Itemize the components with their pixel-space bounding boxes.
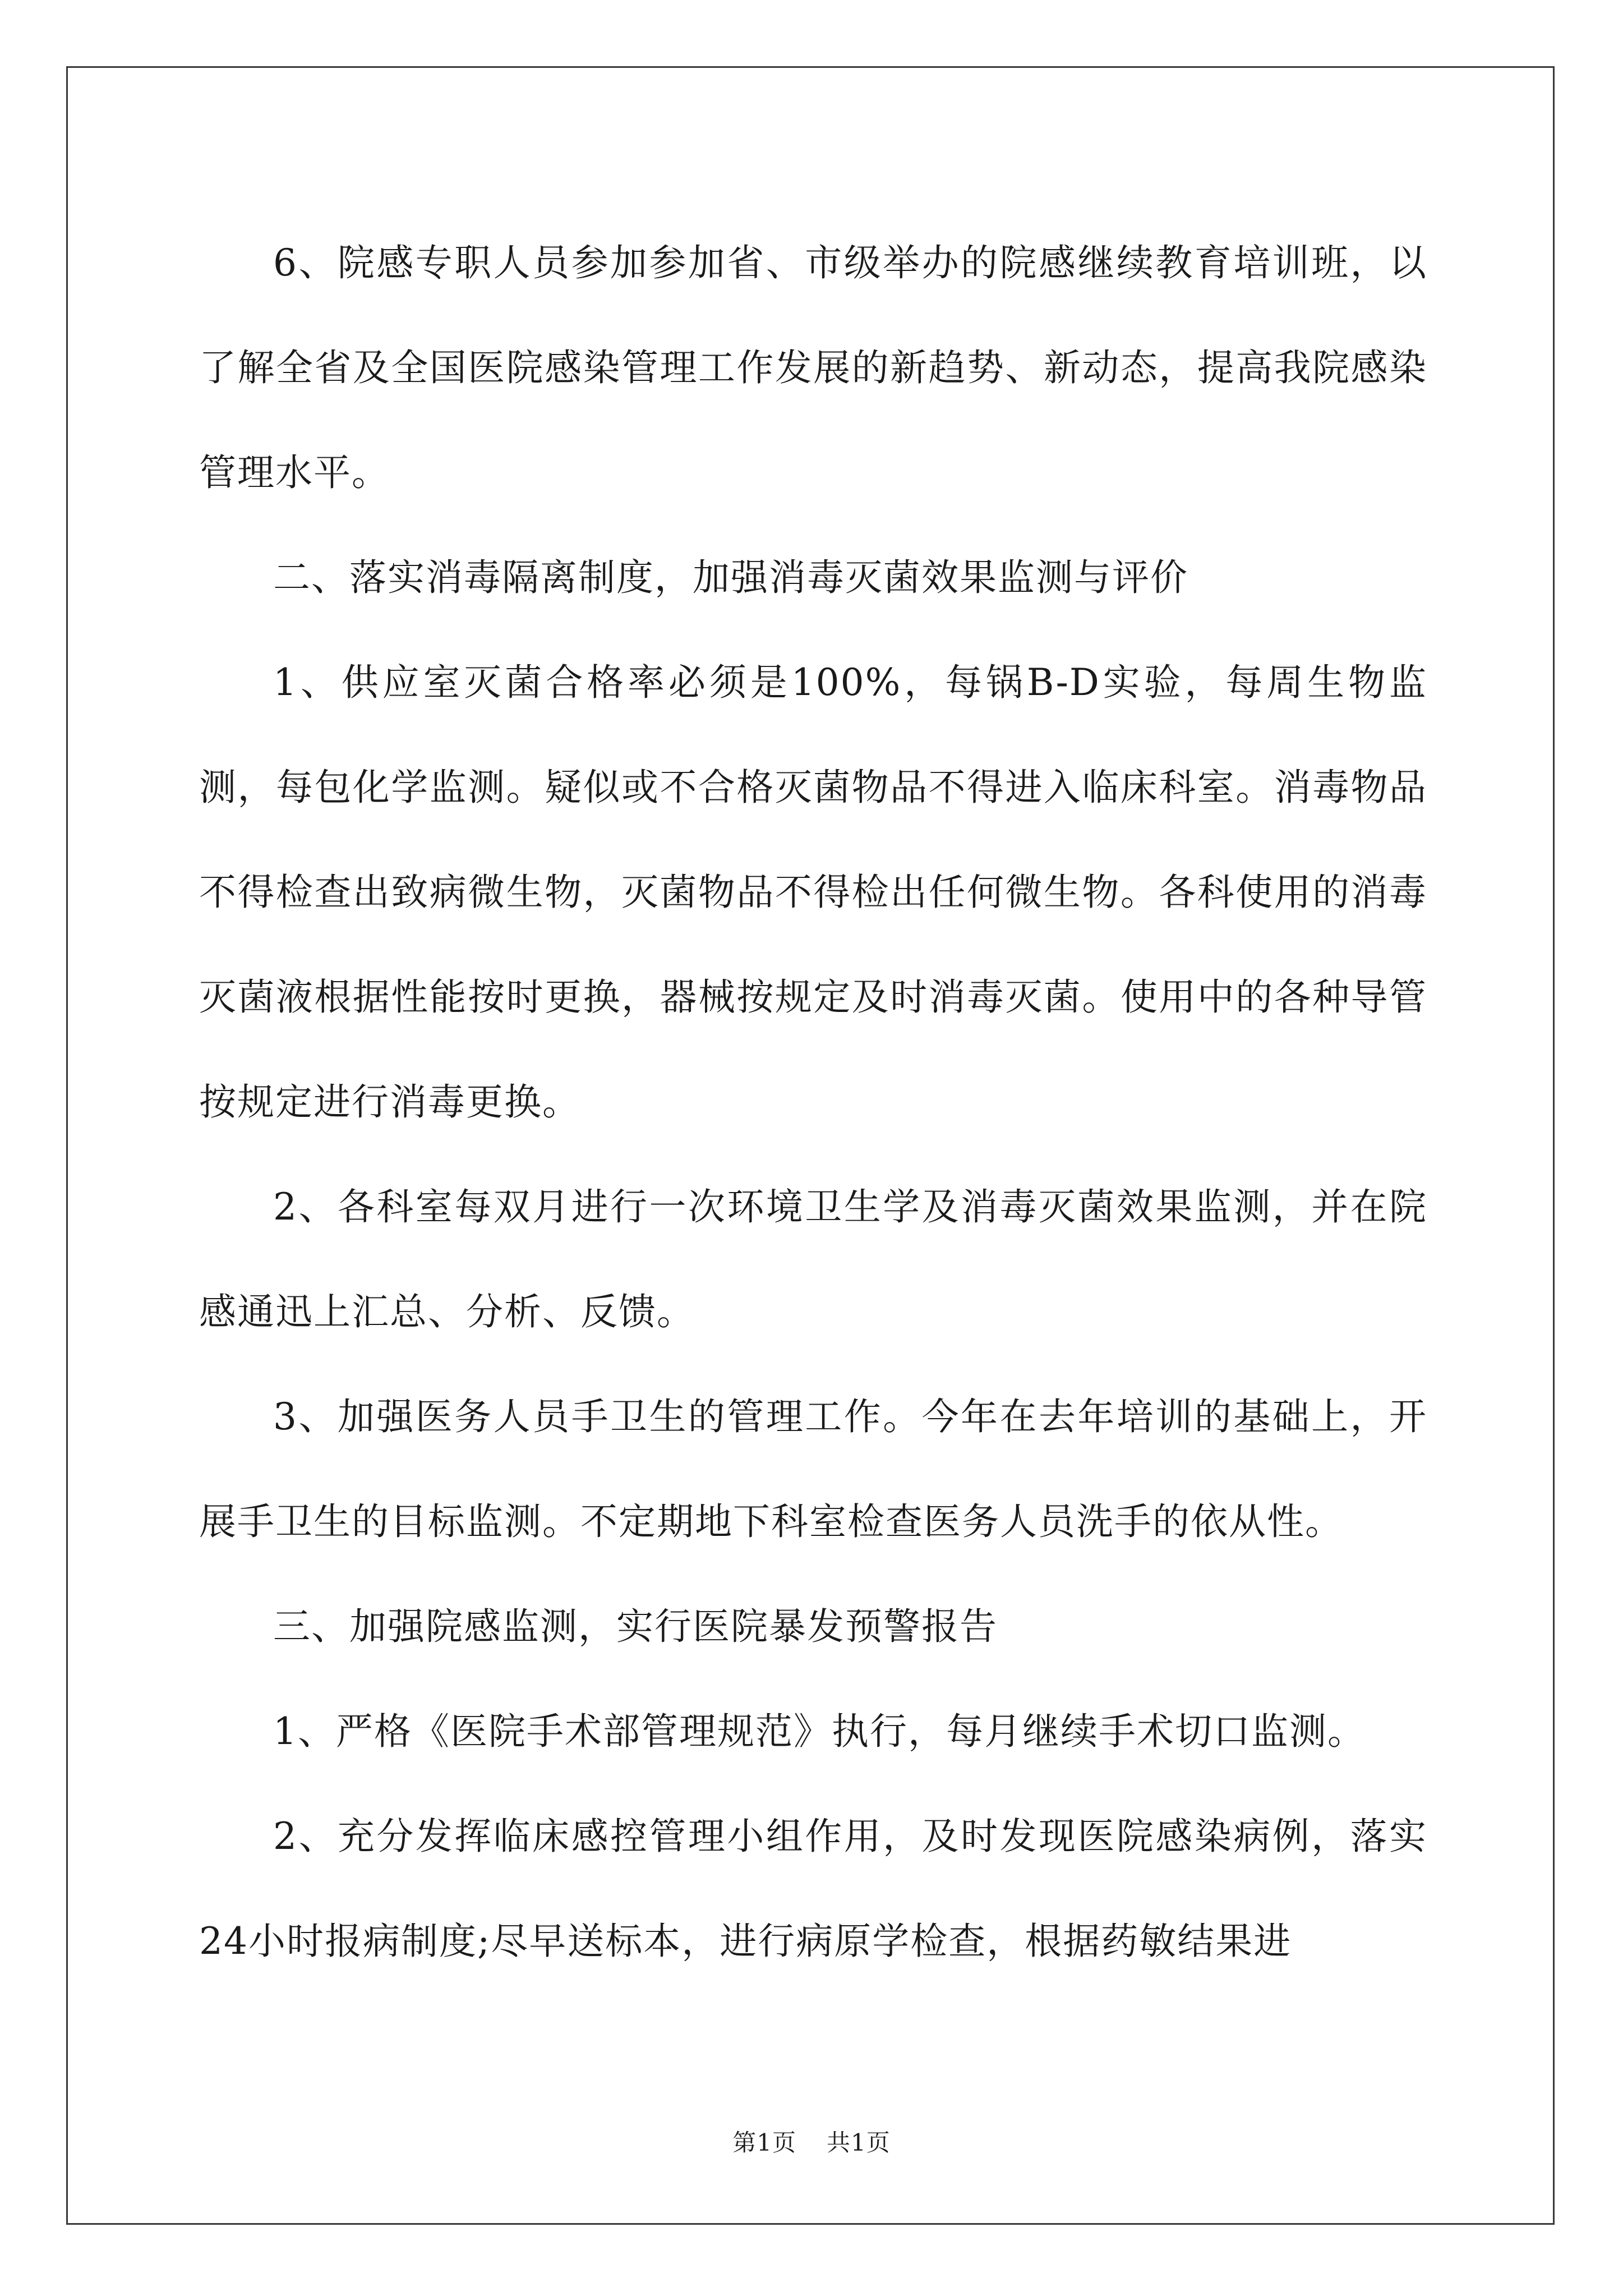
paragraph-infection-reporting: 2、充分发挥临床感控管理小组作用，及时发现医院感染病例，落实24小时报病制度;尽早送标本，进行病原学检查，根据药敏结果进 <box>199 1815 1427 1963</box>
page-total: 共1页 <box>827 2129 891 2156</box>
paragraph-item-6: 6、院感专职人员参加参加省、市级举办的院感继续教育培训班，以了解全省及全国医院感染管理工作发展的新趋势、新动态，提高我院感染管理水平。 <box>199 241 1427 494</box>
section-heading-monitoring: 三、加强院感监测，实行医院暴发预警报告 <box>273 1605 998 1648</box>
paragraph-environment-monitoring: 2、各科室每双月进行一次环境卫生学及消毒灭菌效果监测，并在院感通迅上汇总、分析、反馈。 <box>199 1185 1427 1333</box>
page-footer <box>0 2126 1623 2160</box>
paragraph-hand-hygiene: 3、加强医务人员手卫生的管理工作。今年在去年培训的基础上，开展手卫生的目标监测。不定期地下科室检查医务人员洗手的依从性。 <box>199 1395 1427 1543</box>
paragraph-sterilization: 1、供应室灭菌合格率必须是100%，每锅B-D实验，每周生物监测，每包化学监测。疑似或不合格灭菌物品不得进入临床科室。消毒物品不得检查出致病微生物，灭菌物品不得检出任何微生物。各科使用的消毒灭菌液根据性能按时更换，器械按规定及时消毒灭菌。使用中的各种导管按规定进行消毒更换。 <box>199 661 1427 1124</box>
section-heading-disinfection: 二、落实消毒隔离制度，加强消毒灭菌效果监测与评价 <box>273 556 1188 599</box>
page-number: 第1页 <box>732 2129 796 2156</box>
document-body <box>199 210 1427 1994</box>
paragraph-surgery-monitoring: 1、严格《医院手术部管理规范》执行，每月继续手术切口监测。 <box>273 1710 1366 1753</box>
